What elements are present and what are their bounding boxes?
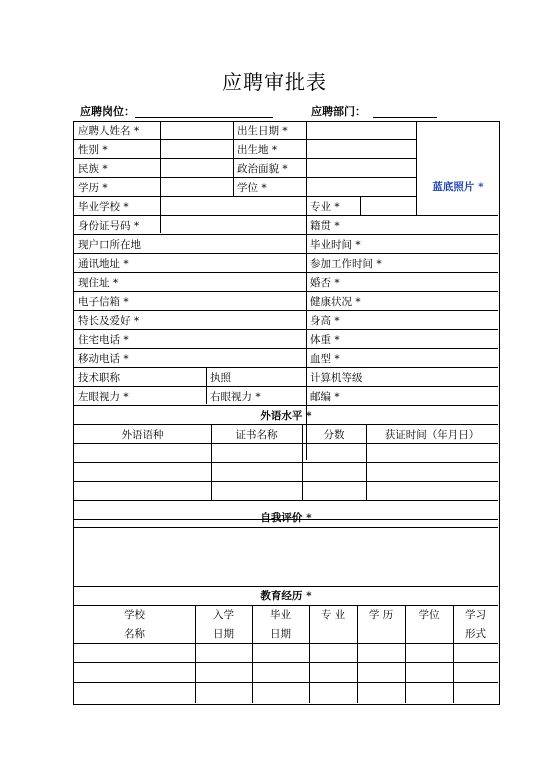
edu-col-education: 学 历 — [368, 609, 394, 621]
edu-col-end-l1: 毕业 — [270, 609, 291, 621]
hukou-label: 现户口所在地 — [78, 239, 141, 251]
edu-col-start-l2: 日期 — [213, 628, 234, 640]
education-history-heading: 教育经历 * — [260, 590, 312, 602]
ethnicity-label: 民族 * — [78, 163, 108, 175]
political-status-label: 政治面貌 * — [237, 163, 288, 175]
form-title: 应聘审批表 — [222, 70, 327, 94]
gender-label: 性别 * — [78, 144, 108, 156]
native-place-label: 籍贯 * — [310, 220, 340, 232]
school-label: 毕业学校 * — [78, 201, 129, 213]
application-form-table — [73, 121, 500, 705]
language-col-certificate: 证书名称 — [235, 429, 278, 441]
left-eye-label: 左眼视力 * — [78, 391, 129, 403]
edu-col-end-l2: 日期 — [270, 628, 291, 640]
mailing-address-label: 通讯地址 * — [78, 258, 129, 270]
grad-time-label: 毕业时间 * — [310, 239, 361, 251]
birth-date-label: 出生日期 * — [237, 125, 288, 137]
edu-col-mode-l2: 形式 — [465, 628, 486, 640]
license-label: 执照 — [210, 372, 231, 384]
degree-label: 学位 * — [237, 182, 267, 194]
blood-type-label: 血型 * — [310, 353, 340, 365]
computer-level-label: 计算机等级 — [310, 372, 363, 384]
name-label: 应聘人姓名 * — [78, 125, 140, 137]
postcode-label: 邮编 * — [310, 391, 340, 403]
marital-status-label: 婚否 * — [310, 277, 340, 289]
edu-col-mode-l1: 学习 — [465, 609, 486, 621]
language-col-score: 分数 — [323, 429, 345, 441]
edu-col-degree: 学位 — [418, 609, 440, 621]
language-col-language: 外语语种 — [121, 429, 164, 441]
height-label: 身高 * — [310, 315, 340, 327]
right-eye-label: 右眼视力 * — [210, 391, 261, 403]
work-start-label: 参加工作时间 * — [310, 258, 382, 270]
position-label: 应聘岗位： — [80, 105, 135, 118]
edu-col-school-l2: 名称 — [124, 628, 145, 640]
health-label: 健康状况 * — [310, 296, 361, 308]
self-evaluation-area[interactable] — [74, 528, 498, 585]
weight-label: 体重 * — [310, 334, 340, 346]
home-phone-label: 住宅电话 * — [78, 334, 129, 346]
tech-title-label: 技术职称 — [78, 372, 120, 384]
edu-col-major: 专 业 — [320, 609, 346, 621]
department-input[interactable] — [373, 117, 437, 118]
major-label: 专业 * — [310, 201, 340, 213]
language-heading: 外语水平 * — [260, 410, 312, 422]
hobbies-label: 特长及爱好 * — [78, 315, 140, 327]
current-address-label: 现住址 * — [78, 277, 119, 289]
edu-col-school-l1: 学校 — [124, 609, 145, 621]
education-label: 学历 * — [78, 182, 108, 194]
mobile-label: 移动电话 * — [78, 353, 129, 365]
id-number-label: 身份证号码 * — [78, 220, 140, 232]
language-col-date: 获证时间（年月日） — [384, 429, 480, 441]
position-input[interactable] — [135, 117, 273, 118]
email-label: 电子信箱 * — [78, 296, 129, 308]
edu-col-start-l1: 入学 — [213, 609, 234, 621]
self-evaluation-heading: 自我评价 * — [260, 512, 312, 524]
photo-placeholder[interactable]: 蓝底照片 * — [432, 181, 484, 193]
department-label: 应聘部门： — [311, 105, 366, 118]
birthplace-label: 出生地 * — [237, 144, 278, 156]
